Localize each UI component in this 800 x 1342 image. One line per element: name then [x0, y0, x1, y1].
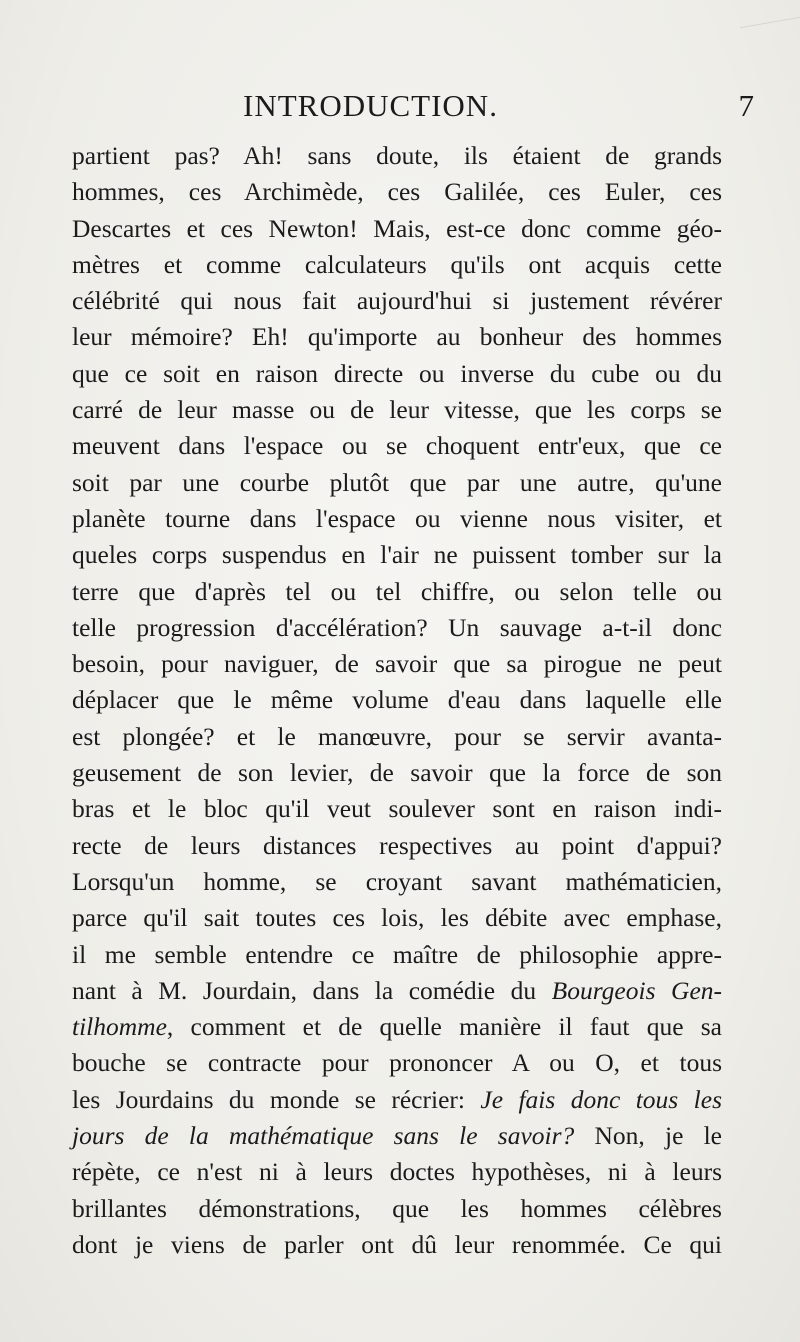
text-line: répète, ce n'est ni à leurs doctes hypothèses, ni à leurs	[72, 1157, 722, 1187]
text-line: Descartes et ces Newton! Mais, est-ce donc comme géo-	[72, 213, 722, 243]
page-number: 7	[738, 88, 754, 123]
text-line	[72, 973, 722, 1009]
text-run: les Jourdains du monde se récrier:	[72, 1084, 481, 1114]
text-line: que ce soit en raison directe ou inverse du cube ou du	[72, 358, 722, 388]
text-line: partient pas? Ah! sans doute, ils étaient de grands	[72, 141, 722, 170]
text-line: geusement de son levier, de savoir que la force de son	[72, 758, 722, 788]
text-line: il me semble entendre ce maître de philosophie appre-	[72, 939, 722, 969]
text-line: parce qu'il sait toutes ces lois, les débite avec emphase,	[72, 903, 722, 933]
text-line: bouche se contracte pour prononcer A ou O, et tous	[72, 1048, 722, 1078]
text-line	[72, 1082, 722, 1118]
italic-quote: Je fais donc tous les	[480, 1084, 722, 1114]
italic-title: Bourgeois Gen-	[551, 975, 722, 1005]
text-line: brillantes démonstrations, que les hommes célèbres	[72, 1193, 722, 1223]
text-line	[72, 1118, 722, 1154]
text-run: , comment et de quelle manière il faut que sa	[166, 1012, 722, 1042]
text-line: planète tourne dans l'espace ou vienne nous visiter, et	[72, 503, 722, 533]
text-line: carré de leur masse ou de leur vitesse, que les corps se	[72, 395, 722, 425]
text-line: recte de leurs distances respectives au point d'appui?	[72, 830, 722, 860]
text-line: terre que d'après tel ou tel chiffre, ou selon telle ou	[72, 576, 722, 606]
italic-title: tilhomme	[72, 1012, 167, 1042]
text-line	[72, 1009, 722, 1045]
text-line: Lorsqu'un homme, se croyant savant mathématicien,	[72, 866, 722, 896]
text-line: déplacer que le même volume d'eau dans laquelle elle	[72, 685, 722, 715]
text-line: bras et le bloc qu'il veut soulever sont en raison indi-	[72, 794, 722, 824]
text-line: leur mémoire? Eh! qu'importe au bonheur des hommes	[72, 322, 722, 352]
text-line: hommes, ces Archimède, ces Galilée, ces Euler, ces	[72, 177, 722, 207]
text-line: mètres et comme calculateurs qu'ils ont acquis cette	[72, 249, 722, 279]
text-run: nant à M. Jourdain, dans la comédie du	[72, 975, 552, 1005]
running-title: INTRODUCTION.	[243, 88, 498, 123]
running-head	[72, 88, 760, 128]
text-line: besoin, pour naviguer, de savoir que sa pirogue ne peut	[72, 649, 722, 679]
text-run: Non, je le	[574, 1121, 722, 1151]
text-line: meuvent dans l'espace ou se choquent entr'eux, que ce	[72, 431, 722, 461]
text-line: queles corps suspendus en l'air ne puissent tomber sur la	[72, 540, 722, 570]
text-line: dont je viens de parler ont dû leur renommée. Ce qui	[72, 1229, 722, 1259]
text-line: célébrité qui nous fait aujourd'hui si justement révérer	[72, 286, 722, 316]
page-corner-mark	[740, 0, 800, 28]
text-line: telle progression d'accélération? Un sauvage a-t-il donc	[72, 612, 722, 642]
body-text	[72, 138, 722, 1263]
italic-quote: jours de la mathématique sans le savoir?	[72, 1121, 575, 1151]
text-line: est plongée? et le manœuvre, pour se servir avanta-	[72, 721, 722, 751]
text-line: soit par une courbe plutôt que par une autre, qu'une	[72, 467, 722, 497]
